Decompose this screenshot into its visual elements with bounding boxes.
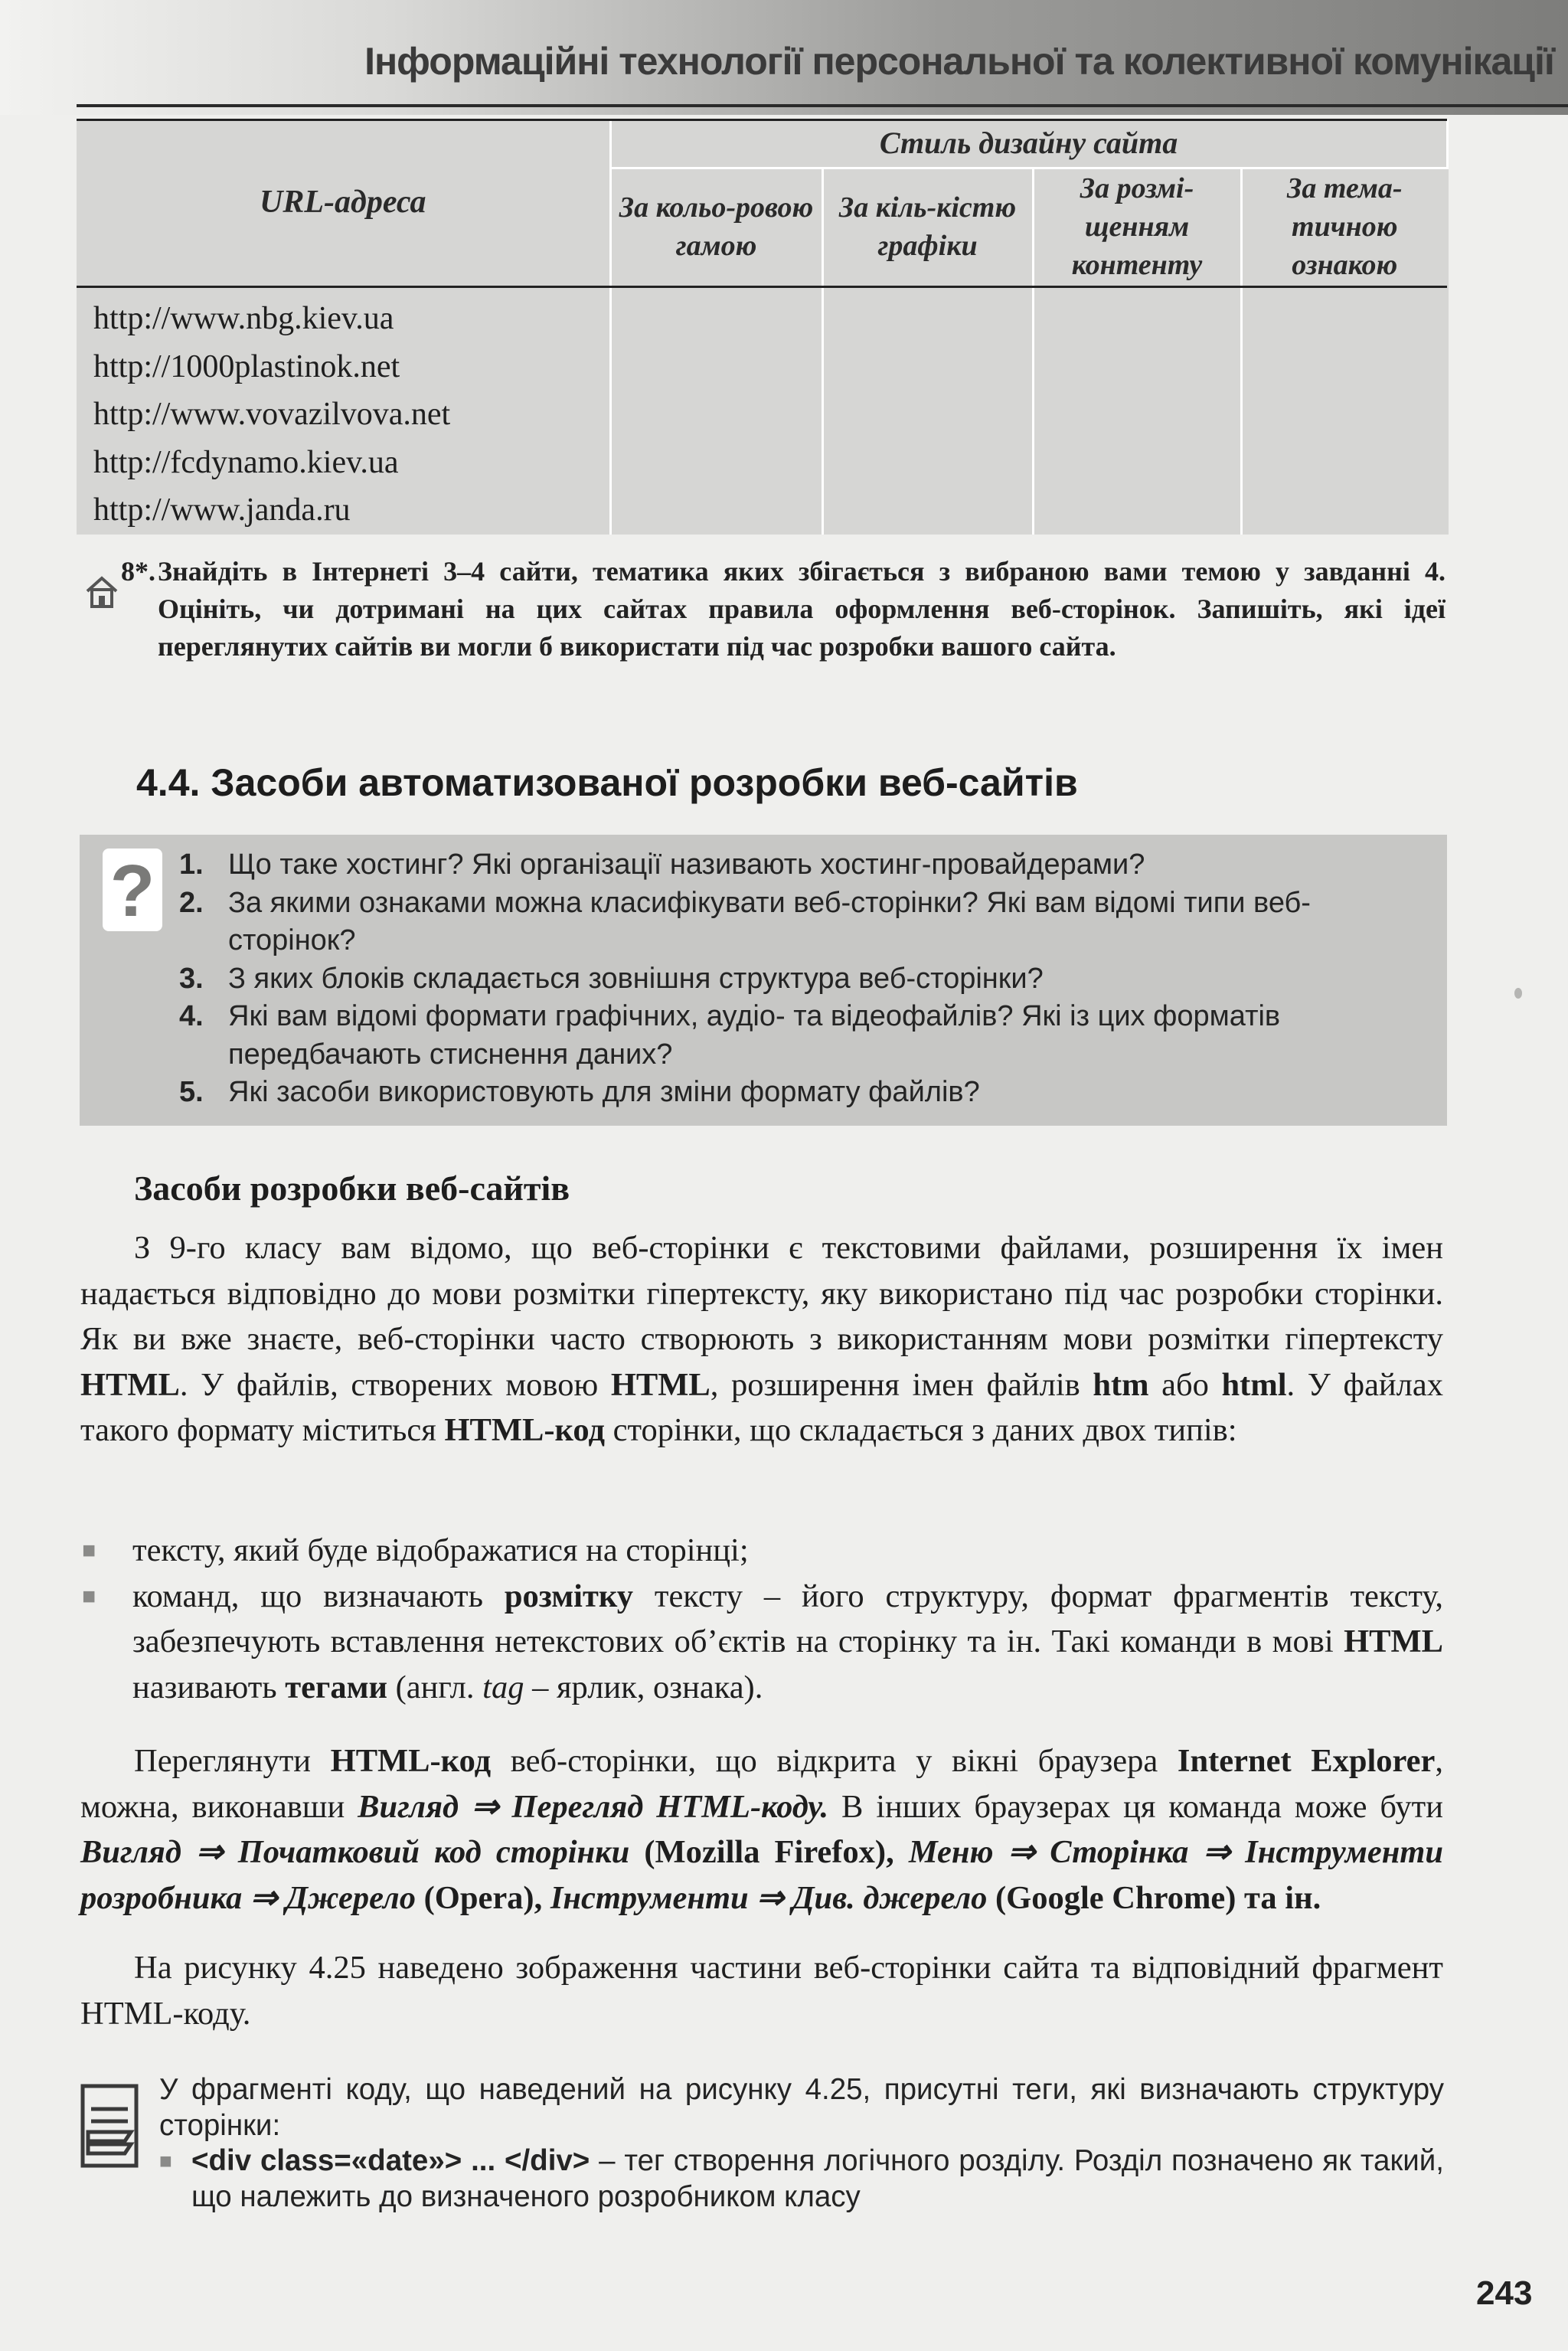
term-markup: розмітку xyxy=(504,1578,633,1614)
table-top-rule xyxy=(77,119,1447,121)
table-header-rule xyxy=(77,286,1447,288)
term-html-code: HTML-код xyxy=(330,1743,492,1779)
text-run: (англ. xyxy=(387,1669,483,1705)
table-col-color: За кольо-ровою гамою xyxy=(610,168,822,285)
question-text: Які засоби використовують для зміни формату файлів? xyxy=(228,1076,980,1108)
task-8 xyxy=(121,553,1446,665)
bullet-icon: ■ xyxy=(82,1583,96,1609)
question-mark-icon xyxy=(103,849,162,931)
term-html: HTML xyxy=(1344,1623,1443,1659)
menu-path: Вигляд ⇒ Перегляд HTML-коду. xyxy=(358,1788,829,1825)
text-run: сторінки, що складається з даних двох типів: xyxy=(604,1412,1237,1448)
list-item-text: тексту, який буде відображатися на сторінці; xyxy=(132,1532,749,1568)
empty-cell xyxy=(1033,284,1241,535)
page-number: 243 xyxy=(1476,2274,1533,2312)
question-text: З яких блоків складається зовнішня структура веб-сторінки? xyxy=(228,962,1044,995)
browser-name: (Opera), xyxy=(415,1879,550,1916)
url-row: http://fcdynamo.kiev.ua xyxy=(93,444,399,480)
text-run: , розширення імен файлів xyxy=(710,1366,1093,1403)
svg-text:?: ? xyxy=(109,850,155,931)
question-list xyxy=(179,846,1432,1112)
question-item xyxy=(179,846,1432,884)
running-header: Інформаційні технології персональної та колективної комунікації xyxy=(364,40,1554,83)
code-tag: <div class=«date»> ... </div> xyxy=(191,2144,590,2177)
term-htm: htm xyxy=(1093,1366,1149,1403)
home-icon xyxy=(84,574,119,610)
table-col-theme: За тема-тичною ознакою xyxy=(1287,172,1403,281)
question-item xyxy=(179,1074,1432,1112)
empty-cell xyxy=(610,284,822,535)
text-run: веб-сторінки, що відкрита у вікні браузера xyxy=(491,1743,1178,1779)
question-number: 1. xyxy=(179,849,204,881)
text-run: тексту – його структуру, формат фрагментів тексту, забезпечують вставлення нетекстових об’єктів на сторінку та ін. Такі команди в мові xyxy=(132,1578,1443,1659)
question-number: 2. xyxy=(179,886,204,919)
question-text: Що таке хостинг? Які організації називають хостинг-провайдерами? xyxy=(228,849,1145,881)
bullet-icon: ■ xyxy=(159,2149,172,2173)
url-row: http://www.janda.ru xyxy=(93,492,351,528)
question-number: 5. xyxy=(179,1076,204,1108)
text-run: називають xyxy=(132,1669,286,1705)
term-html: HTML xyxy=(610,1366,710,1403)
url-row: http://1000plastinok.net xyxy=(93,348,400,384)
text-run: Переглянути xyxy=(134,1743,331,1779)
content-types-list xyxy=(80,1528,1443,1710)
question-number: 4. xyxy=(179,1000,204,1032)
term-tags: тегами xyxy=(285,1669,388,1705)
header-rule xyxy=(77,104,1568,107)
table-header-url: URL-адреса xyxy=(77,119,610,284)
question-item xyxy=(179,998,1432,1074)
url-style-table xyxy=(77,119,1449,535)
question-item xyxy=(179,960,1432,999)
task-number: 8*. xyxy=(121,556,155,587)
paragraph-figure-ref xyxy=(80,1945,1443,2036)
paragraph-text: На рисунку 4.25 наведено зображення частини веб-сторінки сайта та відповідний фрагмент HTML-коду. xyxy=(80,1950,1443,2032)
task-text: Знайдіть в Інтернеті 3–4 сайти, тематика яких збігається з вибраною вами темою у завданні 4. Оцініть, чи дотримані на цих сайтах правила оформлення веб-сторінок. Запишіть, які ідеї переглянутих сайтів ви могли б використати під час розробки вашого сайта. xyxy=(158,556,1446,662)
term-html: HTML xyxy=(80,1366,180,1403)
list-item xyxy=(80,1528,1443,1574)
table-header-style: Стиль дизайну сайта xyxy=(610,119,1447,168)
question-text: Які вам відомі формати графічних, аудіо- та відеофайлів? Які із цих форматів передбачають стиснення даних? xyxy=(228,1000,1281,1071)
scan-speck xyxy=(1514,988,1522,999)
question-badge xyxy=(103,849,162,931)
term-tag: tag xyxy=(482,1669,524,1705)
subheading: Засоби розробки веб-сайтів xyxy=(134,1169,570,1208)
url-row: http://www.nbg.kiev.ua xyxy=(93,301,394,336)
section-heading: 4.4. Засоби автоматизованої розробки веб-сайтів xyxy=(136,761,1078,804)
menu-path: Вигляд ⇒ Початковий код сторінки xyxy=(80,1834,630,1870)
menu-path: Інструменти ⇒ Див. джерело xyxy=(550,1879,988,1916)
paragraph-intro xyxy=(80,1225,1443,1453)
browser-name: (Mozilla Firefox), xyxy=(629,1834,909,1870)
text-run: . У файлів, створених мовою xyxy=(179,1366,611,1403)
text-run: . У файлах такого формату міститься xyxy=(80,1366,1443,1448)
question-number: 3. xyxy=(179,962,204,995)
browser-name: (Google Chrome) та ін. xyxy=(987,1879,1321,1916)
url-list-cell xyxy=(77,284,610,535)
text-run: команд, що визначають xyxy=(132,1578,505,1614)
term-html: html xyxy=(1221,1366,1287,1403)
table-col-content: За розмі-щенням контенту xyxy=(1033,168,1241,285)
table-col-graphics: За кіль-кістю графіки xyxy=(822,168,1033,285)
text-run: , можна, виконавши xyxy=(80,1743,1443,1825)
paragraph-view-source xyxy=(80,1738,1443,1921)
text-run: В інших браузерах ця команда може бути xyxy=(828,1788,1443,1825)
review-questions-box xyxy=(80,835,1447,1126)
note-block xyxy=(159,2072,1444,2215)
term-html-code: HTML-код xyxy=(444,1412,605,1448)
empty-cell xyxy=(822,284,1033,535)
url-row: http://www.vovazilvova.net xyxy=(93,397,451,432)
note-intro: У фрагменті коду, що наведений на рисунку 4.25, присутні теги, які визначають структуру сторінки: xyxy=(159,2073,1444,2142)
note-item-text: – тег створення логічного розділу. Розділ позначено як такий, що належить до визначеного розробником класу xyxy=(191,2144,1444,2213)
menu-path: Меню ⇒ Сторінка ⇒ Інструменти розробника ⇒ Джерело xyxy=(80,1834,1443,1916)
text-run: – ярлик, ознака). xyxy=(524,1669,763,1705)
text-run: або xyxy=(1148,1366,1222,1403)
text-run: З 9-го класу вам відомо, що веб-сторінки є текстовими файлами, розширення їх імен надається відповідно до мови розмітки гіпертексту, яку використано під час розробки сторінки. Як ви вже знаєте, веб-сторінки часто створюють з використанням мови розмітки гіпертексту xyxy=(80,1230,1443,1357)
bullet-icon: ■ xyxy=(82,1538,96,1563)
book-stack-icon xyxy=(80,2083,142,2172)
note-list-item xyxy=(159,2143,1444,2215)
question-item xyxy=(179,884,1432,960)
question-text: За якими ознаками можна класифікувати веб-сторінки? Які вам відомі типи веб-сторінок? xyxy=(228,886,1311,956)
list-item xyxy=(80,1574,1443,1711)
browser-name: Internet Explorer xyxy=(1177,1743,1436,1779)
empty-cell xyxy=(1241,284,1447,535)
